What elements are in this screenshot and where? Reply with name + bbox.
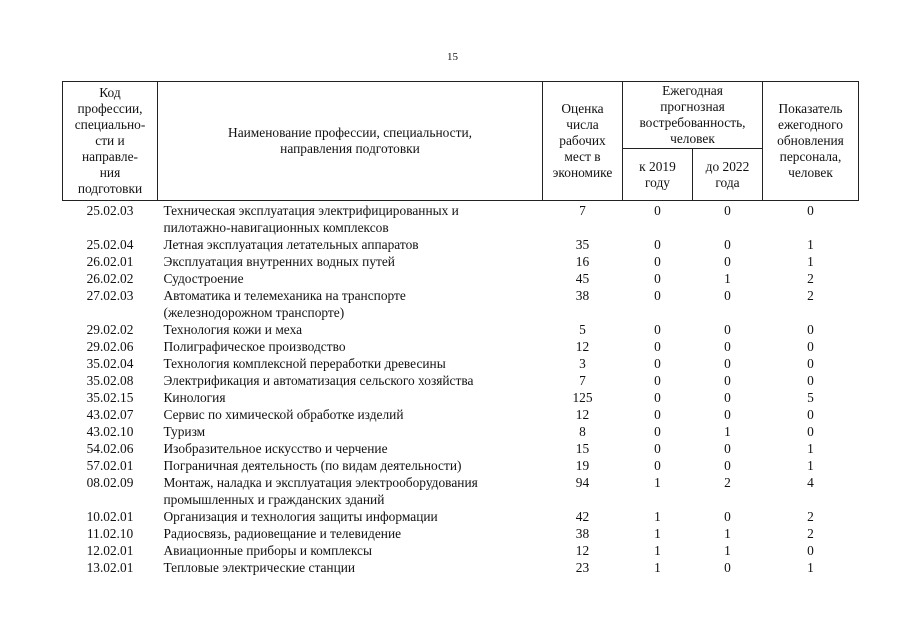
- row-name-line: Тепловые электрические станции: [163, 560, 356, 575]
- header-line: до 2022: [705, 158, 750, 174]
- row-renewal: 2: [807, 271, 814, 286]
- row-code: 57.02.01: [86, 458, 134, 473]
- header-line: подготовки: [77, 181, 143, 196]
- row-year-2022: 0: [724, 254, 731, 269]
- header-line: направления подготовки: [280, 141, 420, 156]
- row-renewal: 2: [807, 288, 814, 303]
- row-renewal: 1: [807, 254, 814, 269]
- header-line: экономике: [552, 165, 613, 180]
- row-estimate: 7: [579, 203, 586, 218]
- table-row: [63, 372, 859, 389]
- row-estimate: 23: [575, 560, 590, 575]
- row-code: 35.02.08: [86, 373, 134, 388]
- header-line: году: [645, 174, 670, 190]
- row-renewal: 1: [807, 458, 814, 473]
- table-row: [63, 287, 859, 321]
- table-body: [63, 201, 859, 577]
- row-name: [158, 270, 543, 287]
- row-year-2019: 0: [654, 339, 661, 354]
- row-name: [158, 508, 543, 525]
- header-line: года: [715, 174, 740, 190]
- row-estimate: 12: [575, 407, 590, 422]
- header-demand: [623, 82, 763, 149]
- row-code: 08.02.09: [86, 475, 134, 490]
- row-year-2022: 0: [724, 458, 731, 473]
- header-estimate: [543, 82, 623, 201]
- header-line: человек: [670, 131, 715, 146]
- header-line: ния: [99, 165, 121, 180]
- row-name-line: Изобразительное искусство и черчение: [163, 441, 388, 456]
- row-name-line: пилотажно-навигационных комплексов: [163, 220, 389, 235]
- row-code: 43.02.07: [86, 407, 134, 422]
- header-line: востребованность,: [639, 115, 746, 130]
- header-line: Код: [99, 85, 121, 100]
- row-name: [158, 440, 543, 457]
- row-name: [158, 338, 543, 355]
- row-name-line: Сервис по химической обработке изделий: [163, 407, 404, 422]
- page-number: 15: [447, 51, 458, 63]
- row-code: 26.02.01: [86, 254, 134, 269]
- header-year-2019: [623, 149, 693, 201]
- header-line: числа: [566, 117, 599, 132]
- row-code: 25.02.03: [86, 203, 134, 218]
- table-row: [63, 525, 859, 542]
- row-code: 35.02.04: [86, 356, 134, 371]
- row-estimate: 38: [575, 526, 590, 541]
- row-year-2022: 0: [724, 288, 731, 303]
- row-year-2022: 1: [724, 271, 731, 286]
- row-year-2019: 0: [654, 237, 661, 252]
- row-renewal: 0: [807, 203, 814, 218]
- row-name: [158, 201, 543, 237]
- row-name-line: промышленных и гражданских зданий: [163, 492, 385, 507]
- table-row: [63, 406, 859, 423]
- row-year-2019: 0: [654, 322, 661, 337]
- row-code: 25.02.04: [86, 237, 134, 252]
- table-row: [63, 474, 859, 508]
- row-year-2019: 0: [654, 441, 661, 456]
- row-renewal: 1: [807, 441, 814, 456]
- row-name-line: Электрификация и автоматизация сельского хозяйства: [163, 373, 474, 388]
- row-year-2022: 2: [724, 475, 731, 490]
- row-name: [158, 372, 543, 389]
- header-line: специально-: [74, 117, 146, 132]
- row-estimate: 38: [575, 288, 590, 303]
- row-estimate: 7: [579, 373, 586, 388]
- header-line: рабочих: [559, 133, 606, 148]
- row-name: [158, 236, 543, 253]
- table-row: [63, 508, 859, 525]
- row-estimate: 125: [572, 390, 593, 405]
- row-code: 54.02.06: [86, 441, 134, 456]
- header-code: [63, 82, 158, 201]
- row-name: [158, 559, 543, 576]
- row-year-2019: 0: [654, 356, 661, 371]
- row-renewal: 0: [807, 322, 814, 337]
- header-line: ежегодного: [778, 117, 843, 132]
- row-name: [158, 457, 543, 474]
- row-name-line: Пограничная деятельность (по видам деятельности): [163, 458, 462, 473]
- header-line: обновления: [777, 133, 844, 148]
- row-year-2019: 0: [654, 458, 661, 473]
- row-renewal: 0: [807, 407, 814, 422]
- header-line: персонала,: [779, 149, 842, 164]
- row-year-2022: 0: [724, 203, 731, 218]
- header-line: прогнозная: [660, 99, 725, 114]
- row-name: [158, 542, 543, 559]
- row-code: 26.02.02: [86, 271, 134, 286]
- header-line: человек: [788, 165, 833, 180]
- row-name-line: Организация и технология защиты информации: [163, 509, 438, 524]
- row-estimate: 35: [575, 237, 590, 252]
- row-name: [158, 406, 543, 423]
- table-row: [63, 253, 859, 270]
- table-row: [63, 270, 859, 287]
- row-code: 35.02.15: [86, 390, 134, 405]
- row-renewal: 0: [807, 424, 814, 439]
- table-row: [63, 457, 859, 474]
- row-name-line: Эксплуатация внутренних водных путей: [163, 254, 395, 269]
- row-name: [158, 474, 543, 508]
- row-code: 12.02.01: [86, 543, 134, 558]
- header-line: профессии,: [77, 101, 143, 116]
- row-name-line: Технология комплексной переработки древесины: [163, 356, 446, 371]
- table-row: [63, 236, 859, 253]
- row-year-2019: 1: [654, 526, 661, 541]
- row-name: [158, 355, 543, 372]
- row-year-2019: 0: [654, 288, 661, 303]
- row-name-line: Радиосвязь, радиовещание и телевидение: [163, 526, 402, 541]
- row-estimate: 16: [575, 254, 590, 269]
- row-estimate: 12: [575, 543, 590, 558]
- header-line: к 2019: [639, 158, 676, 174]
- table-row: [63, 355, 859, 372]
- row-code: 10.02.01: [86, 509, 134, 524]
- table-row: [63, 201, 859, 237]
- table-row: [63, 389, 859, 406]
- table-row: [63, 423, 859, 440]
- row-year-2019: 0: [654, 271, 661, 286]
- row-renewal: 0: [807, 356, 814, 371]
- row-code: 13.02.01: [86, 560, 134, 575]
- row-estimate: 19: [575, 458, 590, 473]
- row-name-line: Полиграфическое производство: [163, 339, 346, 354]
- row-name-line: Авиационные приборы и комплексы: [163, 543, 372, 558]
- row-estimate: 15: [575, 441, 590, 456]
- row-name: [158, 389, 543, 406]
- row-year-2022: 0: [724, 390, 731, 405]
- row-year-2022: 0: [724, 237, 731, 252]
- row-year-2022: 0: [724, 441, 731, 456]
- row-estimate: 45: [575, 271, 590, 286]
- header-line: мест в: [564, 149, 601, 164]
- row-name: [158, 287, 543, 321]
- row-estimate: 8: [579, 424, 586, 439]
- row-name-line: Летная эксплуатация летательных аппаратов: [163, 237, 419, 252]
- row-year-2022: 0: [724, 407, 731, 422]
- row-renewal: 5: [807, 390, 814, 405]
- row-code: 11.02.10: [86, 526, 134, 541]
- header-line: Оценка: [561, 101, 604, 116]
- row-name: [158, 525, 543, 542]
- row-renewal: 1: [807, 237, 814, 252]
- row-year-2019: 0: [654, 373, 661, 388]
- row-year-2022: 1: [724, 424, 731, 439]
- row-year-2019: 0: [654, 390, 661, 405]
- row-code: 29.02.06: [86, 339, 134, 354]
- table-row: [63, 321, 859, 338]
- row-year-2022: 1: [724, 526, 731, 541]
- header-line: направле-: [82, 149, 138, 164]
- row-renewal: 2: [807, 509, 814, 524]
- header-name: [158, 82, 543, 201]
- row-year-2022: 1: [724, 543, 731, 558]
- row-estimate: 42: [575, 509, 590, 524]
- row-estimate: 94: [575, 475, 590, 490]
- professions-table: [62, 81, 859, 576]
- row-renewal: 2: [807, 526, 814, 541]
- row-name: [158, 253, 543, 270]
- table-row: [63, 542, 859, 559]
- row-renewal: 1: [807, 560, 814, 575]
- table-row: [63, 559, 859, 576]
- row-estimate: 12: [575, 339, 590, 354]
- row-name-line: (железнодорожном транспорте): [163, 305, 345, 320]
- row-name-line: Технология кожи и меха: [163, 322, 303, 337]
- row-year-2022: 0: [724, 339, 731, 354]
- row-year-2022: 0: [724, 356, 731, 371]
- row-year-2022: 0: [724, 509, 731, 524]
- row-year-2019: 0: [654, 254, 661, 269]
- row-name: [158, 423, 543, 440]
- row-renewal: 0: [807, 543, 814, 558]
- header-line: Показатель: [778, 101, 843, 116]
- table-row: [63, 338, 859, 355]
- row-name-line: Монтаж, наладка и эксплуатация электрооборудования: [163, 475, 478, 490]
- row-year-2019: 1: [654, 509, 661, 524]
- table-row: [63, 440, 859, 457]
- row-estimate: 3: [579, 356, 586, 371]
- row-name-line: Кинология: [163, 390, 226, 405]
- row-code: 29.02.02: [86, 322, 134, 337]
- header-line: Ежегодная: [662, 83, 723, 98]
- header-line: сти и: [95, 133, 125, 148]
- header-line: Наименование профессии, специальности,: [228, 125, 472, 140]
- row-year-2019: 1: [654, 475, 661, 490]
- row-name-line: Техническая эксплуатация электрифицированных и: [163, 203, 459, 218]
- row-year-2019: 0: [654, 407, 661, 422]
- row-year-2019: 1: [654, 543, 661, 558]
- row-year-2019: 0: [654, 203, 661, 218]
- row-name-line: Судостроение: [163, 271, 244, 286]
- row-code: 43.02.10: [86, 424, 134, 439]
- row-renewal: 4: [807, 475, 814, 490]
- row-renewal: 0: [807, 373, 814, 388]
- header-renewal: [763, 82, 859, 201]
- row-renewal: 0: [807, 339, 814, 354]
- row-year-2019: 1: [654, 560, 661, 575]
- row-code: 27.02.03: [86, 288, 134, 303]
- row-name: [158, 321, 543, 338]
- header-year-2022: [693, 149, 763, 201]
- row-estimate: 5: [579, 322, 586, 337]
- row-name-line: Туризм: [163, 424, 206, 439]
- row-name-line: Автоматика и телемеханика на транспорте: [163, 288, 406, 303]
- row-year-2022: 0: [724, 373, 731, 388]
- row-year-2022: 0: [724, 560, 731, 575]
- row-year-2022: 0: [724, 322, 731, 337]
- row-year-2019: 0: [654, 424, 661, 439]
